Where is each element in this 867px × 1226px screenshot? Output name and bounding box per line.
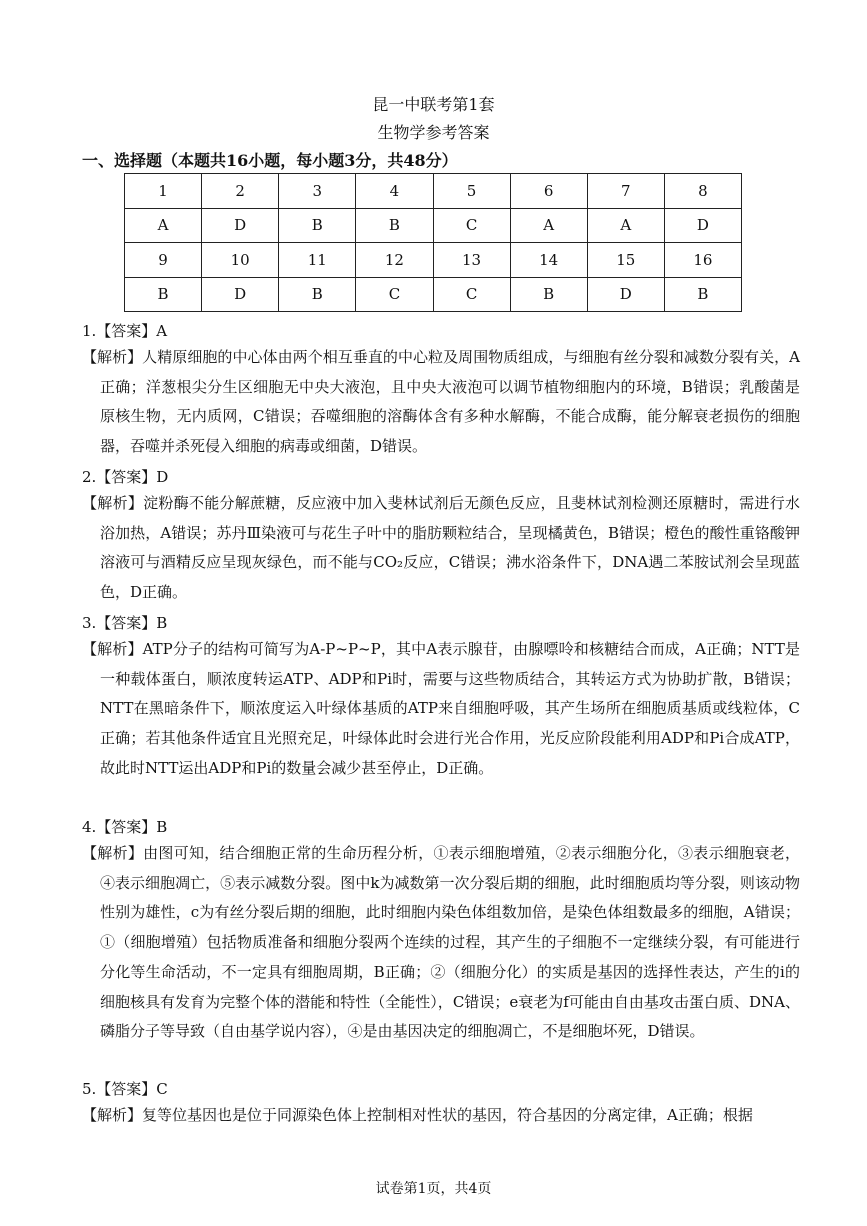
table-cell: 14: [510, 243, 587, 278]
answer-line-3: 3.【答案】B: [82, 614, 168, 632]
document-title: 昆一中联考第1套: [372, 95, 495, 114]
analysis-5: 【解析】复等位基因也是位于同源染色体上控制相对性状的基因，符合基因的分离定律，A正确；根据: [82, 1106, 753, 1124]
answer-table: [124, 173, 742, 312]
table-cell: D: [587, 277, 664, 312]
table-cell: 13: [433, 243, 510, 278]
answer-line-4: 4.【答案】B: [82, 818, 168, 836]
table-cell: A: [510, 208, 587, 243]
table-cell: B: [125, 277, 202, 312]
table-cell: D: [202, 208, 279, 243]
table-row: [125, 243, 742, 278]
table-cell: 9: [125, 243, 202, 278]
analysis-3: 【解析】ATP分子的结构可简写为A-P~P~P，其中A表示腺苷，由腺嘌呤和核糖结合而成，A正确；NTT是一种载体蛋白，顺浓度转运ATP、ADP和Pi时，需要与这些物质结合，其转运方式为协助扩散，B错误；NTT在黑暗条件下，顺浓度运入叶绿体基质的ATP来自细胞呼吸，其产生场所在细胞质基质或线粒体，C正确；若其他条件适宜且光照充足，叶绿体此时会进行光合作用，光反应阶段能利用ADP和Pi合成ATP，故此时NTT运出ADP和Pi的数量会减少甚至停止，D正确。: [82, 640, 800, 777]
table-cell: 15: [587, 243, 664, 278]
table-cell: 10: [202, 243, 279, 278]
table-row: [125, 174, 742, 209]
table-row: [125, 277, 742, 312]
analysis-2: 【解析】淀粉酶不能分解蔗糖，反应液中加入斐林试剂后无颜色反应，且斐林试剂检测还原糖时，需进行水浴加热，A错误；苏丹Ⅲ染液可与花生子叶中的脂肪颗粒结合，呈现橘黄色，B错误；橙色的酸性重铬酸钾溶液可与酒精反应呈现灰绿色，而不能与CO₂反应，C错误；沸水浴条件下，DNA遇二苯胺试剂会呈现蓝色，D正确。: [82, 494, 800, 602]
table-cell: C: [433, 208, 510, 243]
table-cell: 3: [279, 174, 356, 209]
table-cell: 12: [356, 243, 433, 278]
table-cell: 2: [202, 174, 279, 209]
answer-line-1: 1.【答案】A: [82, 322, 168, 340]
analysis-4: 【解析】由图可知，结合细胞正常的生命历程分析，①表示细胞增殖，②表示细胞分化，③表示细胞衰老，④表示细胞凋亡，⑤表示减数分裂。图中k为减数第一次分裂后期的细胞，此时细胞质均等分裂，则该动物性别为雄性，c为有丝分裂后期的细胞，此时细胞内染色体组数加倍，是染色体组数最多的细胞，A错误；①（细胞增殖）包括物质准备和细胞分裂两个连续的过程，其产生的子细胞不一定继续分裂，有可能进行分化等生命活动，不一定具有细胞周期，B正确；②（细胞分化）的实质是基因的选择性表达，产生的i的细胞核具有发育为完整个体的潜能和特性（全能性），C错误；e衰老为f可能由自由基攻击蛋白质、DNA、磷脂分子等导致（自由基学说内容），④是由基因决定的细胞凋亡，不是细胞坏死，D错误。: [82, 844, 800, 1041]
table-cell: 16: [664, 243, 741, 278]
table-row: [125, 208, 742, 243]
table-cell: B: [664, 277, 741, 312]
table-cell: B: [356, 208, 433, 243]
table-cell: 11: [279, 243, 356, 278]
page-footer: 试卷第1页，共4页: [375, 1181, 492, 1197]
table-cell: 5: [433, 174, 510, 209]
answer-line-5: 5.【答案】C: [82, 1080, 168, 1098]
table-cell: 4: [356, 174, 433, 209]
table-cell: B: [510, 277, 587, 312]
table-cell: 1: [125, 174, 202, 209]
analysis-1: 【解析】人精原细胞的中心体由两个相互垂直的中心粒及周围物质组成，与细胞有丝分裂和减数分裂有关，A正确；洋葱根尖分生区细胞无中央大液泡，且中央大液泡可以调节植物细胞内的环境，B错误；乳酸菌是原核生物，无内质网，C错误；吞噬细胞的溶酶体含有多种水解酶，不能合成酶，能分解衰老损伤的细胞器，吞噬并杀死侵入细胞的病毒或细菌，D错误。: [82, 348, 800, 456]
table-cell: B: [279, 208, 356, 243]
table-cell: A: [587, 208, 664, 243]
table-cell: C: [356, 277, 433, 312]
table-cell: B: [279, 277, 356, 312]
table-cell: 6: [510, 174, 587, 209]
table-cell: D: [664, 208, 741, 243]
table-cell: 7: [587, 174, 664, 209]
table-cell: 8: [664, 174, 741, 209]
table-cell: A: [125, 208, 202, 243]
answer-line-2: 2.【答案】D: [82, 468, 169, 486]
document-subtitle: 生物学参考答案: [377, 123, 490, 142]
section-heading: 一、选择题（本题共16小题，每小题3分，共48分）: [82, 151, 458, 170]
table-cell: D: [202, 277, 279, 312]
table-cell: C: [433, 277, 510, 312]
